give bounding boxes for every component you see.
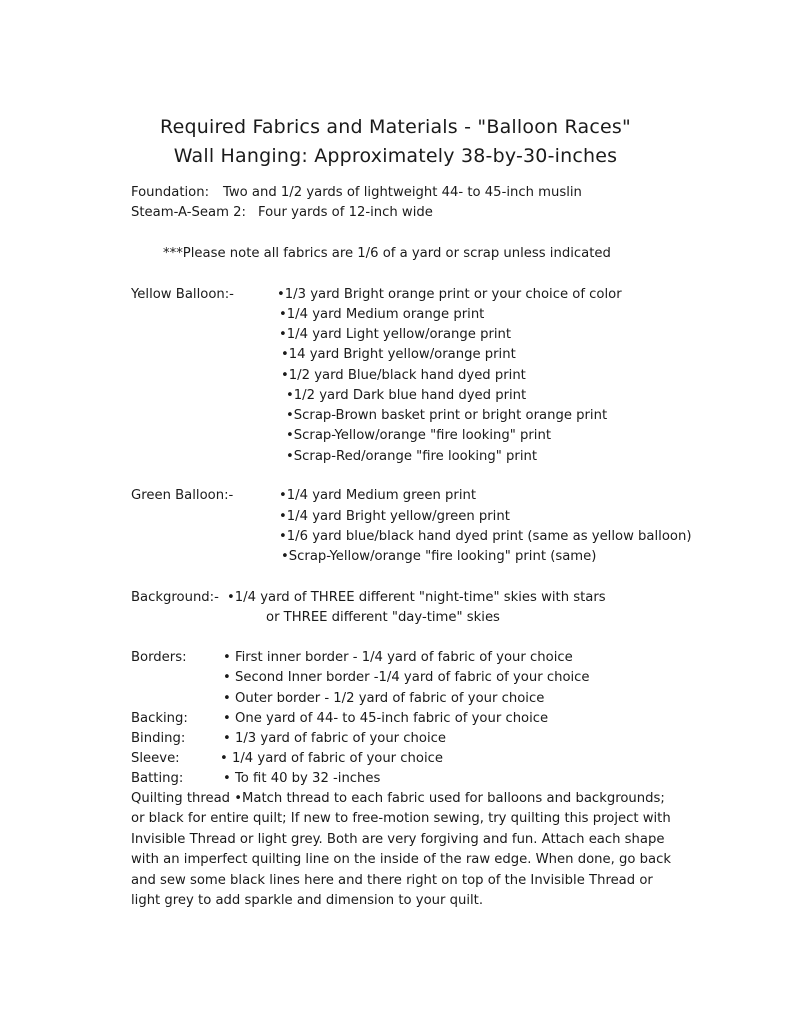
- border-item: • First inner border - 1/4 yard of fabric of your choice: [223, 650, 573, 665]
- background-label: Background:-: [131, 590, 219, 605]
- title-line-1: Required Fabrics and Materials - "Balloon Races": [160, 116, 631, 138]
- yellow-item: •Scrap-Red/orange "fire looking" print: [286, 449, 538, 464]
- green-item: •1/6 yard blue/black hand dyed print (same as yellow balloon): [279, 529, 692, 544]
- quilting-thread-paragraph: Quilting thread •Match thread to each fabric used for balloons and backgrounds; or black for entire quilt; If new to free-motion sewing, try quilting this project with Invisible Thread or light grey. Both are very forgiving and fun. Attach each shape with an imperfect quilting line on the inside of the raw edge. When done, go back and sew some black lines here and there right on top of the Invisible Thread or light grey to add sparkle and dimension to your quilt.: [131, 791, 671, 909]
- green-balloon-label: Green Balloon:-: [131, 488, 234, 503]
- green-item: •1/4 yard Bright yellow/green print: [279, 509, 510, 524]
- yellow-item: •1/2 yard Blue/black hand dyed print: [281, 368, 526, 383]
- binding-label: Binding:: [131, 731, 186, 746]
- yellow-item: •1/2 yard Dark blue hand dyed print: [286, 388, 527, 403]
- yellow-balloon-label: Yellow Balloon:-: [131, 287, 234, 302]
- yellow-item: •14 yard Bright yellow/orange print: [281, 347, 516, 362]
- yellow-item: •1/4 yard Medium orange print: [279, 307, 485, 322]
- green-item: •Scrap-Yellow/orange "fire looking" print (same): [281, 549, 597, 564]
- yellow-item: •Scrap-Brown basket print or bright orange print: [286, 408, 608, 423]
- foundation-label: Foundation:: [131, 185, 210, 200]
- sleeve-text: • 1/4 yard of fabric of your choice: [220, 751, 444, 766]
- steam-text: Four yards of 12-inch wide: [258, 205, 433, 220]
- background-line-2: or THREE different "day-time" skies: [266, 610, 500, 625]
- backing-text: • One yard of 44- to 45-inch fabric of your choice: [223, 711, 549, 726]
- foundation-text: Two and 1/2 yards of lightweight 44- to 45-inch muslin: [223, 185, 582, 200]
- batting-label: Batting:: [131, 771, 184, 786]
- yellow-item: •1/3 yard Bright orange print or your choice of color: [277, 287, 622, 302]
- green-item: •1/4 yard Medium green print: [279, 488, 477, 503]
- borders-label: Borders:: [131, 650, 187, 665]
- yellow-item: •Scrap-Yellow/orange "fire looking" print: [286, 428, 551, 443]
- backing-label: Backing:: [131, 711, 188, 726]
- background-line-1: •1/4 yard of THREE different "night-time" skies with stars: [227, 590, 606, 605]
- border-item: • Second Inner border -1/4 yard of fabric of your choice: [223, 670, 590, 685]
- title-line-2: Wall Hanging: Approximately 38-by-30-inches: [173, 145, 618, 167]
- batting-text: • To fit 40 by 32 -inches: [223, 771, 381, 786]
- border-item: • Outer border - 1/2 yard of fabric of your choice: [223, 691, 545, 706]
- sleeve-label: Sleeve:: [131, 751, 180, 766]
- binding-text: • 1/3 yard of fabric of your choice: [223, 731, 447, 746]
- steam-label: Steam-A-Seam 2:: [131, 205, 246, 220]
- fabric-note: ***Please note all fabrics are 1/6 of a yard or scrap unless indicated: [163, 246, 611, 261]
- yellow-item: •1/4 yard Light yellow/orange print: [279, 327, 512, 342]
